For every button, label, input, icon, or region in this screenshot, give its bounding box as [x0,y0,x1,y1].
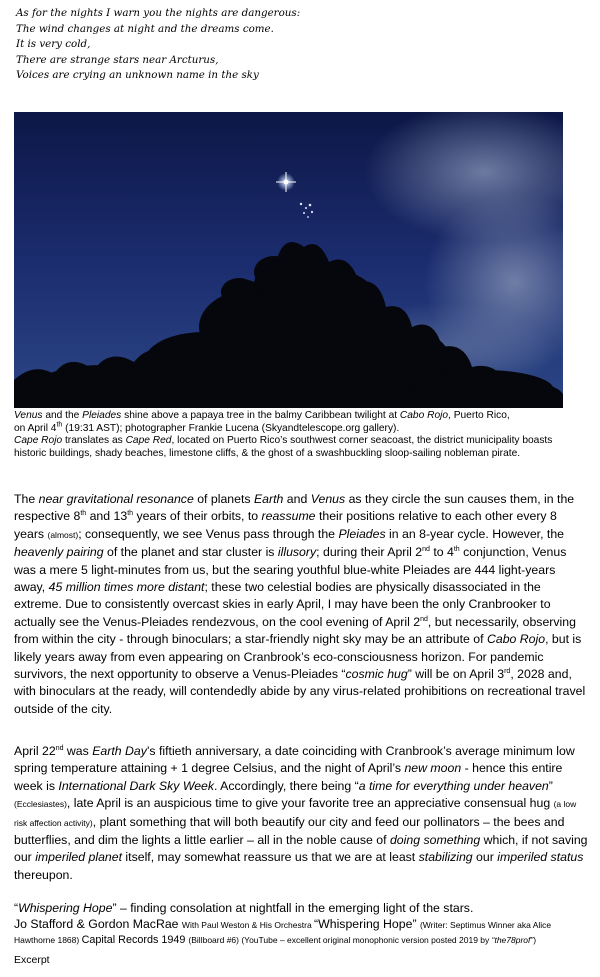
text-run: ; consequently, we see Venus pass through the [78,526,339,541]
song-credits [14,917,590,948]
poem-line: As for the nights I warn you the nights are dangerous: [16,7,301,19]
text-run: nd [422,546,430,554]
text-run: thereupon. [14,867,73,882]
poem-line: The wind changes at night and the dreams come. [16,22,274,35]
song-chart: (Billboard #6) [188,935,242,945]
text-run: new moon [404,761,462,776]
poem-excerpt [16,6,576,84]
text-run: ” – finding consolation at nightfall in the emerging light of the stars. [112,901,474,915]
excerpt-label: Excerpt [14,954,50,966]
text-run: Cabo Rojo [486,632,546,647]
text-run: ; during their April 2 [316,545,423,560]
song-uploader: “the78prof” [491,935,534,945]
text-run: (Ecclesiastes) [14,799,67,810]
text-run: of planets [193,492,254,506]
text-run: Pleiades [338,526,386,541]
text-run: Venus [310,492,346,506]
text-run: which, if not saving our [14,833,588,865]
text-run: doing something [389,833,481,848]
text-run: was [63,744,93,758]
text-run: imperiled status [497,850,584,865]
text-run: ” will be on April 3 [407,667,505,682]
text-run: International Dark Sky Week [58,778,215,793]
text-run: nd [55,744,64,752]
caption-text: , located on Puerto Rico’s southwest corner seacoast, the district municipality boasts historic buildings, shady beaches, limestone cliffs, & the ghost of a swashbuckling sloop-sailing nobleman pirate. [14,435,553,459]
song-writer: (Writer: Septimus Winner aka Alice Hawthorne 1868) [14,920,552,945]
text-run: nd [420,615,428,623]
caption-text: (19:31 AST); photographer Frankie Lucena (Skyandtelescope.org gallery). [62,422,400,434]
text-run: 45 million times more distant [48,580,205,595]
caption-text: Venus [14,410,43,421]
text-run: th [453,546,460,554]
song-orchestra: With Paul Weston & His Orchestra [181,920,315,930]
poem-line: Voices are crying an unknown name in the sky [16,69,259,82]
text-run: The [14,492,39,506]
poem-line: There are strange stars near Arcturus, [16,53,219,66]
paragraph-whispering-hope [14,900,588,917]
text-run: their positions relative to each other every 8 years [14,509,557,541]
caption-text: Cabo Rojo [399,410,449,421]
text-run: - hence this entire week is [14,761,563,793]
text-run: April 22 [14,744,56,758]
photo-caption [14,410,586,460]
poem-line: It is very cold, [16,38,91,51]
text-run: . Accordingly, there being “ [214,778,359,793]
caption-text: and the [42,410,83,421]
caption-text: Cape Red [125,435,172,447]
text-run: illusory [277,545,317,560]
paragraph-earth-day [14,743,588,884]
text-run: our [472,850,498,865]
text-run: ; these two celestial bodies are physically disassociated in the extreme. Due to consistently overcast skies in early April, I may have been the only Cranbrooker to actually see the Venus-Pleiades rendezvous, on the cool evening of April 2 [14,580,551,629]
text-run: (almost) [47,529,79,540]
text-run: as they circle the sun causes them, in the respective 8 [14,492,575,524]
text-run: to 4 [429,545,454,560]
text-run: , but is likely years away from even appearing on Cranbrook’s eco-consciousness horizon. For pandemic survivors, the next opportunity to observe a Venus-Pleiades “ [14,632,582,682]
text-run: of the planet and star cluster is [103,545,278,560]
text-run: heavenly pairing [14,545,104,560]
caption-text: Cape Rojo [14,435,63,447]
text-run: (a low risk affection activity) [14,799,577,828]
caption-text: Pleiades [82,410,122,421]
text-run: imperiled planet [35,850,123,865]
caption-text: translates as [62,435,126,447]
text-run: stabilizing [418,850,473,865]
text-run: , plant something that will both beautify our city and feed our pollinators – the bees and butterflies, and dim the lights a little earlier – all in the noble cause of [14,814,565,848]
night-sky-photo [14,112,563,408]
text-run: ’s fiftieth anniversary, a date coinciding with Cranbrook’s average minimum low spring temperature attaining + 1 degree Celsius, and the night of April’s [14,744,575,776]
text-run: in an 8-year cycle. However, the [385,526,564,541]
song-label: Capital Records 1949 [81,934,189,946]
text-run: reassume [261,509,316,524]
text-run: cosmic hug [345,667,408,682]
caption-text: , Puerto Rico, [448,410,510,421]
caption-line-1 [14,410,586,435]
text-run: Whispering Hope [18,901,113,915]
text-run: Earth Day [92,744,147,758]
text-run: , but necessarily, observing from within the city - through binoculars; a star-friendly night sky may be an attribute of [14,614,576,647]
caption-superscript: th [56,421,63,429]
text-run: rd [504,667,511,675]
text-run: th [127,510,134,518]
text-run: a time for everything under heaven [358,778,549,793]
paragraph-venus-pleiades [14,491,588,718]
song-artists: Jo Stafford & Gordon MacRae [14,917,182,931]
caption-line-2 [14,435,586,460]
text-run: and [283,492,311,506]
caption-text: shine above a papaya tree in the balmy Caribbean twilight at [121,410,400,421]
song-youtube: (YouTube – excellent original monophonic version posted 2019 by [241,935,492,945]
text-run: Earth [253,492,284,506]
text-run: itself, may somewhat reassure us that we are at least [122,850,419,865]
text-run: conjunction, Venus was a mere 5 light-minutes from us, but the searing youthful blue-white Pleiades are 444 light-years away, [14,545,567,595]
song-title: “Whispering Hope” [314,917,420,931]
text-run: and 13 [86,509,128,524]
song-youtube-close: ) [533,935,537,945]
text-run: near gravitational resonance [38,492,194,506]
text-run: , late April is an auspicious time to give your favorite tree an appreciative consensual hug [66,796,554,811]
caption-text: on April 4 [14,422,57,434]
text-run: “ [14,901,19,915]
text-run: th [80,510,87,518]
text-run: ” [548,778,553,793]
text-run: years of their orbits, to [133,509,262,524]
text-run: , 2028 and, with binoculars at the ready, will contendedly abide by any virus-related prohibitions on recreational travel outside of the city. [14,667,586,716]
